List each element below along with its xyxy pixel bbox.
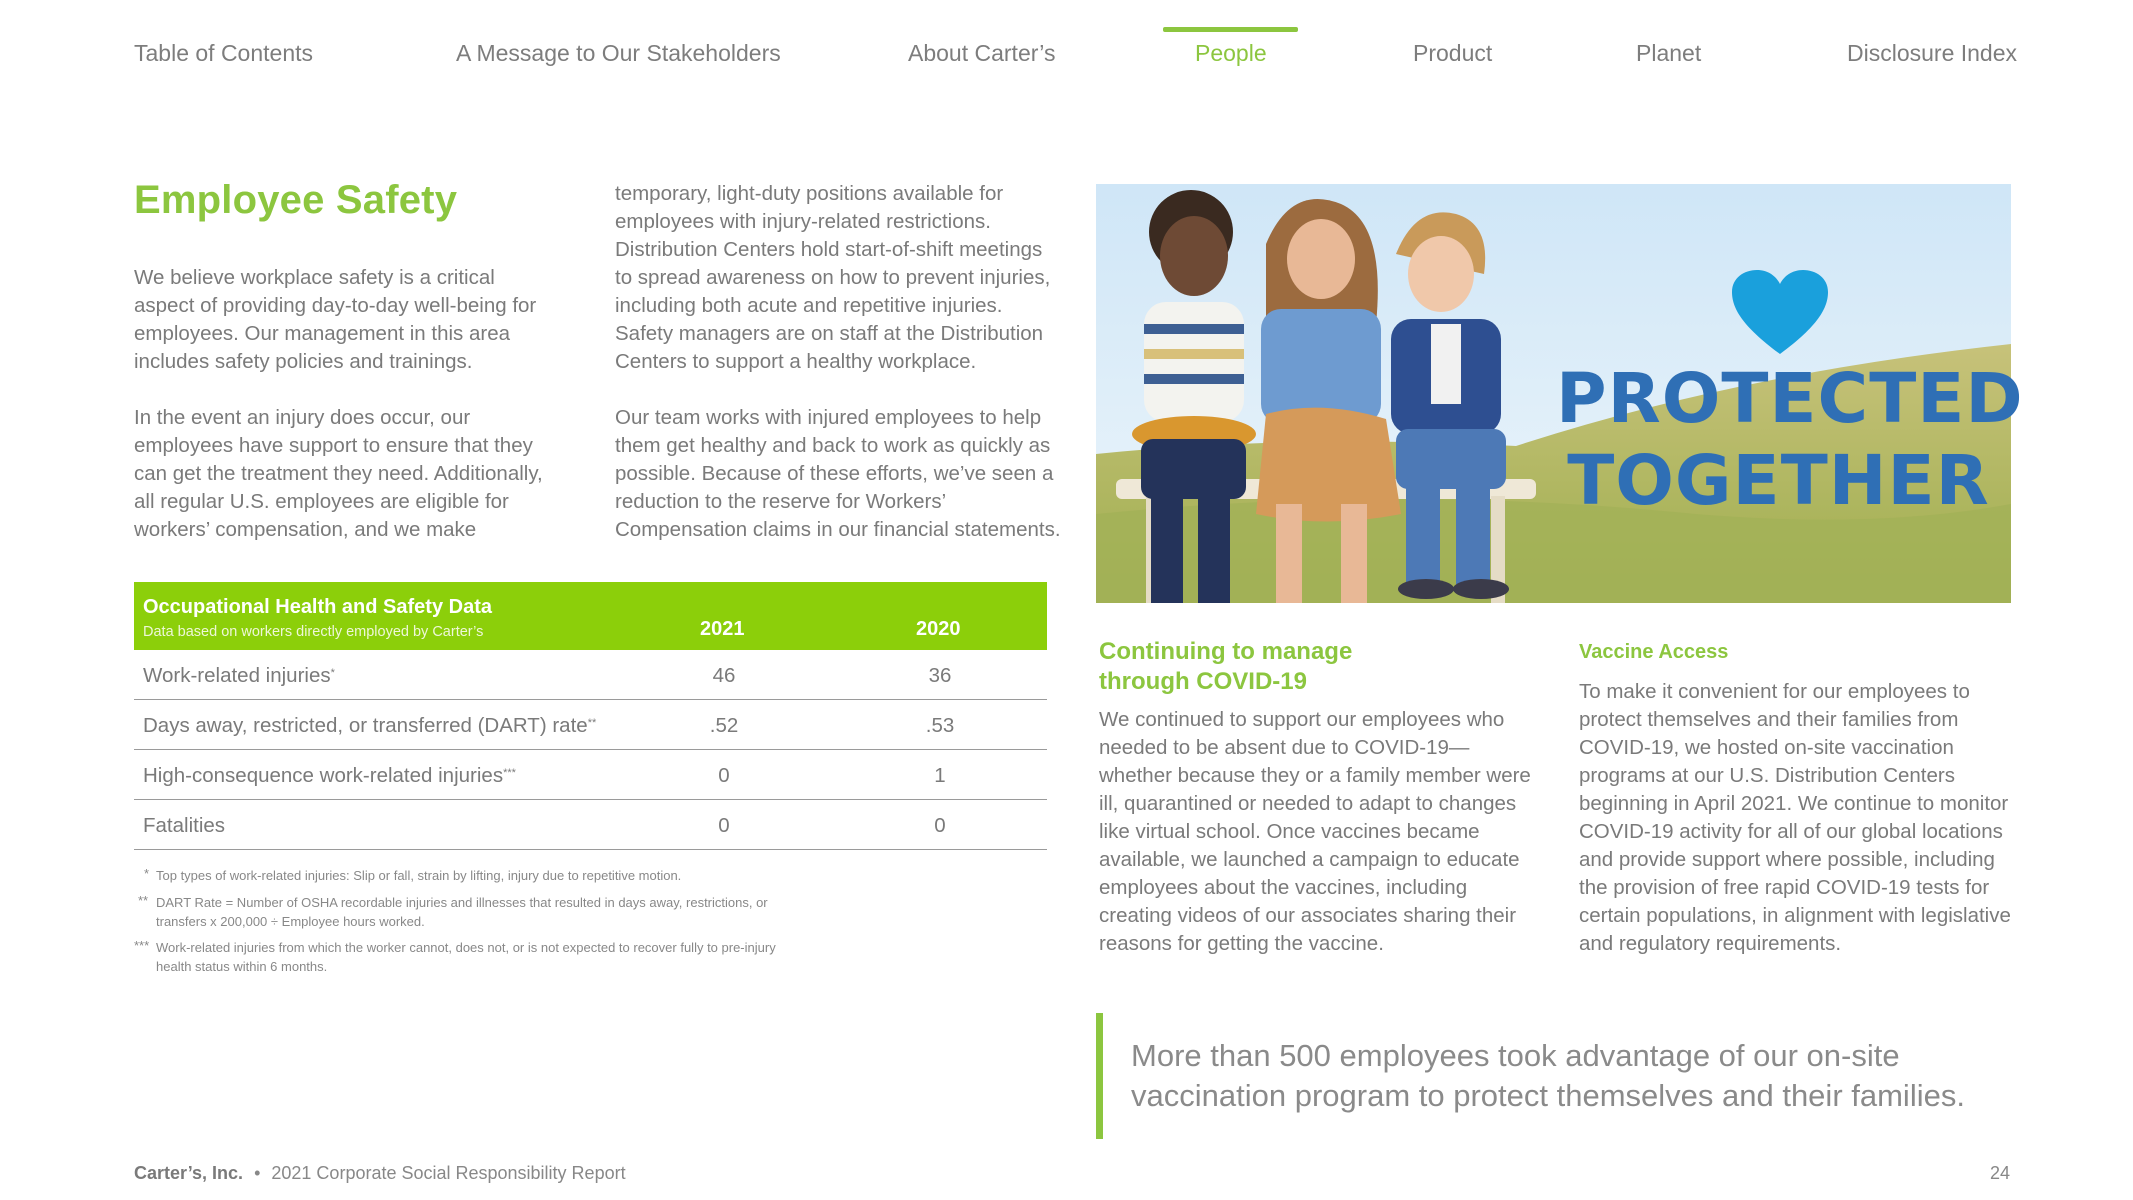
section-title: Employee Safety xyxy=(134,178,458,222)
table-title: Occupational Health and Safety Data xyxy=(143,596,492,618)
nav-item-disclosure-index[interactable]: Disclosure Index xyxy=(1847,40,2018,66)
footer-report-title: 2021 Corporate Social Responsibility Report xyxy=(271,1163,626,1183)
covid-heading: Continuing to manage through COVID-19 xyxy=(1099,638,1353,695)
vaccine-access-heading: Vaccine Access xyxy=(1579,641,1729,663)
nav-item-planet[interactable]: Planet xyxy=(1636,40,1702,66)
protected-together-text: PROTECTED TOGETHER xyxy=(1556,359,2024,521)
footer-separator: • xyxy=(254,1163,261,1183)
footer-brand: Carter’s, Inc. xyxy=(134,1163,244,1183)
vaccination-callout: More than 500 employees took advantage of our on-site vaccination program to protect themselves and their families. xyxy=(1131,1038,1965,1113)
occupational-health-safety-table xyxy=(134,582,1047,850)
light-duty-paragraph: temporary, light-duty positions available for employees with injury-related restrictions. Distribution Centers hold start-of-shift meetings to spread awareness on how to prevent injuries, including both acute and repetitive injuries. Safety managers are on staff at the Distribution Centers to support a healthy workplace. xyxy=(615,182,1051,373)
row-label: Fatalities xyxy=(143,814,226,837)
callout-accent-bar xyxy=(1096,1013,1103,1139)
column-header-2021: 2021 xyxy=(700,618,745,640)
row-label: High-consequence work-related injuries*** xyxy=(143,764,516,787)
value-2020: 0 xyxy=(934,814,946,837)
value-2021: 0 xyxy=(718,764,730,787)
column-header-2020: 2020 xyxy=(916,618,961,640)
value-2021: .52 xyxy=(709,714,739,737)
table-row xyxy=(134,750,1047,800)
row-label: Days away, restricted, or transferred (DART) rate** xyxy=(143,714,597,737)
nav-active-indicator xyxy=(1163,27,1298,32)
value-2020: 1 xyxy=(934,764,946,787)
row-label: Work-related injuries* xyxy=(143,664,335,687)
top-navigation xyxy=(134,0,2018,80)
footer xyxy=(134,1163,626,1184)
table-row xyxy=(134,650,1047,700)
nav-item-product[interactable]: Product xyxy=(1413,40,1493,66)
nav-item-message-to-stakeholders[interactable]: A Message to Our Stakeholders xyxy=(456,40,781,66)
nav-item-table-of-contents[interactable]: Table of Contents xyxy=(134,40,314,66)
value-2020: .53 xyxy=(925,714,955,737)
nav-item-people[interactable]: People xyxy=(1195,40,1267,66)
value-2021: 0 xyxy=(718,814,730,837)
table-row xyxy=(134,800,1047,850)
recovery-paragraph: Our team works with injured employees to help them get healthy and back to work as quickly as possible. Because of these efforts, we’ve seen a reduction to the reserve for Workers’ Compensation claims in our financial statements. xyxy=(615,406,1061,541)
vaccine-access-body: To make it convenient for our employees to protect themselves and their families from COVID-19, we hosted on-site vaccination programs at our U.S. Distribution Centers beginning in April 2021. We continue to monitor COVID-19 activity for all of our global locations and provide support where possible, including the provision of free rapid COVID-19 tests for certain populations, in alignment with legislative and regulatory requirements. xyxy=(1579,680,2011,955)
injury-support-paragraph: In the event an injury does occur, our employees have support to ensure that they can get the treatment they need. Additionally, all regular U.S. employees are eligible for workers’ compensation, and we make xyxy=(134,406,543,541)
value-2021: 46 xyxy=(712,664,736,687)
covid-body: We continued to support our employees who needed to be absent due to COVID-19—whether because they or a family member were ill, quarantined or needed to adapt to changes like virtual school. Once vaccines became available, we launched a campaign to educate employees about the vaccines, including creating videos of our associates sharing their reasons for getting the vaccine. xyxy=(1099,708,1531,955)
table-header xyxy=(134,582,1047,650)
value-2020: 36 xyxy=(928,664,952,687)
page-number: 24 xyxy=(1989,1163,2010,1183)
heart-icon xyxy=(1732,270,1828,356)
nav-item-about-carters[interactable]: About Carter’s xyxy=(908,40,1056,66)
table-subtitle: Data based on workers directly employed by Carter’s xyxy=(143,624,484,640)
intro-paragraph: We believe workplace safety is a critical aspect of providing day-to-day well-being for employees. Our management in this area includes safety policies and trainings. xyxy=(134,266,537,373)
table-row xyxy=(134,700,1047,750)
